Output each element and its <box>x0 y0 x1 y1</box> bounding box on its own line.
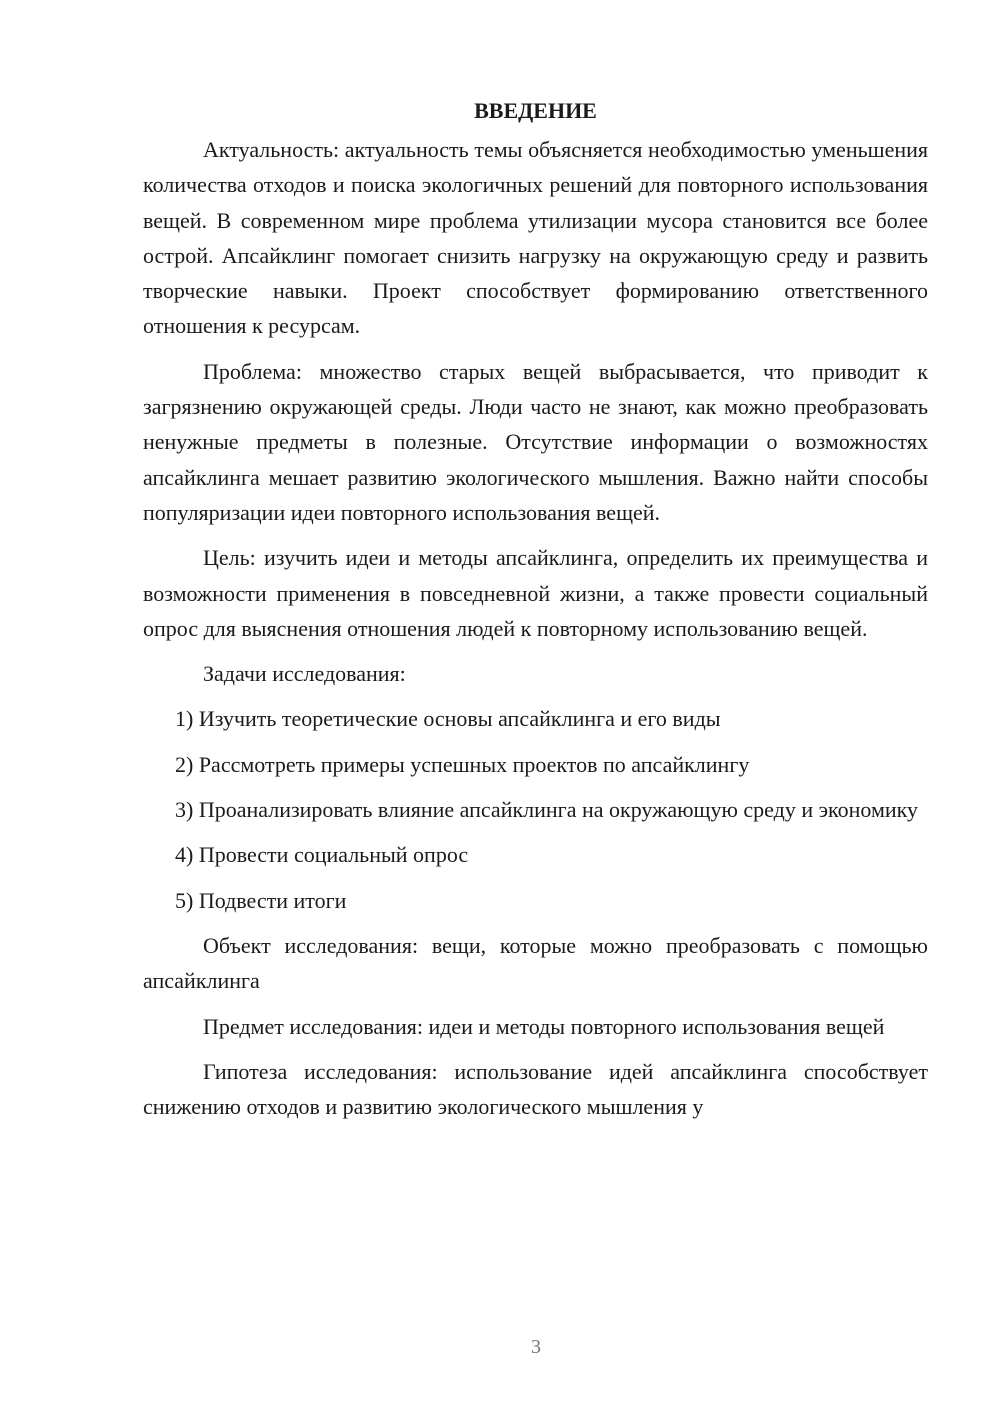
object-paragraph: Объект исследования: вещи, которые можно преобразовать с помощью апсайклинга <box>143 932 928 994</box>
task-item: 4) Провести социальный опрос <box>175 842 469 868</box>
tasks-title: Задачи исследования: <box>203 661 406 687</box>
goal-paragraph: Цель: изучить идеи и методы апсайклинга, определить их преимущества и возможности применения в повседневной жизни, а также провести социальный опрос для выяснения отношения людей к повторному использованию вещей. <box>143 545 928 641</box>
task-item: 3) Проанализировать влияние апсайклинга на окружающую среду и экономику <box>175 797 919 823</box>
task-item: 2) Рассмотреть примеры успешных проектов по апсайклингу <box>175 751 750 777</box>
subject-paragraph: Предмет исследования: идеи и методы повторного использования вещей <box>203 1013 885 1039</box>
section-heading: ВВЕДЕНИЕ <box>474 98 597 123</box>
task-item: 1) Изучить теоретические основы апсайклинга и его виды <box>175 706 721 732</box>
tasks-list <box>143 701 928 917</box>
problem-paragraph: Проблема: множество старых вещей выбрасывается, что приводит к загрязнению окружающей среды. Люди часто не знают, как можно преобразовать ненужные предметы в полезные. Отсутствие информации о возможностях апсайклинга мешает развитию экологического мышления. Важно найти способы популяризации идеи повторного использования вещей. <box>143 358 928 525</box>
page-content <box>143 94 928 1134</box>
hypothesis-paragraph: Гипотеза исследования: использование идей апсайклинга способствует снижению отходов и развитию экологического мышления у <box>143 1058 928 1120</box>
relevance-paragraph: Актуальность: актуальность темы объясняется необходимостью уменьшения количества отходов и поиска экологичных решений для повторного использования вещей. В современном мире проблема утилизации мусора становится все более острой. Апсайклинг помогает снизить нагрузку на окружающую среду и развить творческие навыки. Проект способствует формированию ответственного отношения к ресурсам. <box>143 137 928 339</box>
page-number: 3 <box>531 1336 541 1358</box>
task-item: 5) Подвести итоги <box>175 887 347 913</box>
